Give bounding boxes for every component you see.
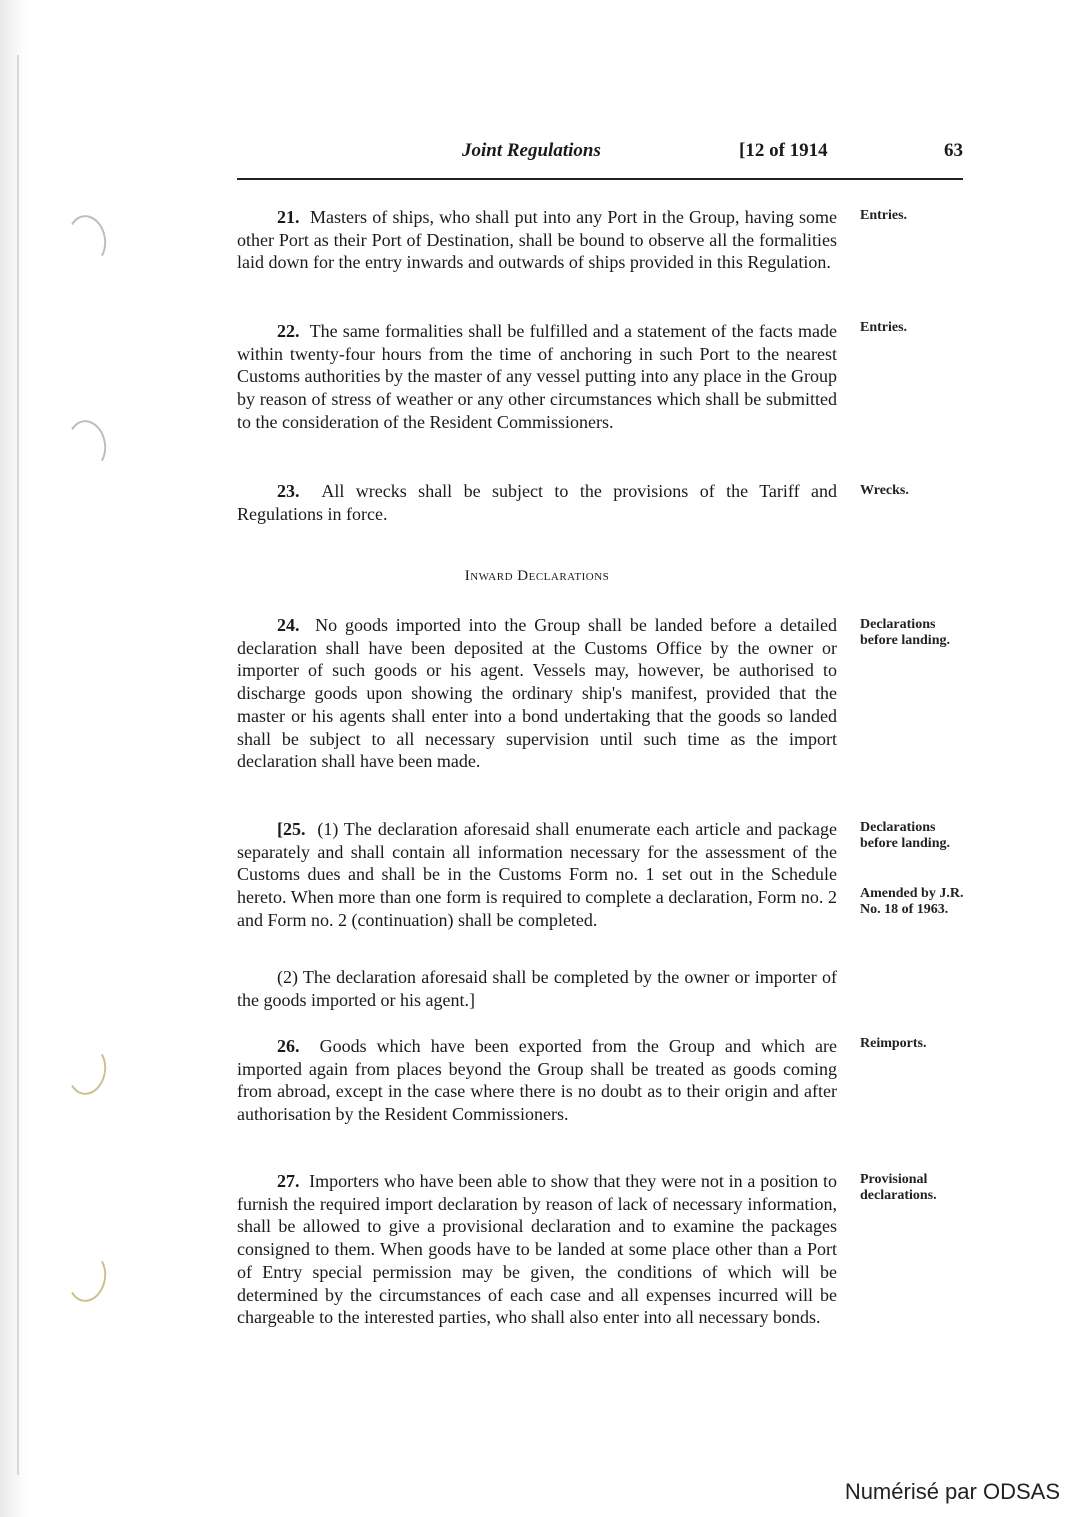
page-edge bbox=[0, 0, 28, 1517]
header-title: Joint Regulations bbox=[462, 140, 601, 161]
paragraph-text: (1) The declaration aforesaid shall enumerate each article and package separately and shall contain all information necessary for the assessment of the Customs dues and shall be in the Customs Form no. 1 set out in the Schedule hereto. When more than one form is required to complete a declaration, Form no. 2 and Form no. 2 (continuation) shall be completed. bbox=[237, 819, 837, 930]
margin-note: Declarations before landing. bbox=[860, 820, 950, 851]
margin-note: Entries. bbox=[860, 320, 908, 335]
paragraph-text: Importers who have been able to show that they were not in a position to furnish the required import declaration by reason of lack of necessary information, shall be allowed to give a provisional declaration and to examine the packages consigned to them. When goods have to be landed at some place other than a Port of Entry special permission may be given, the conditions of which will be determined by the circumstances of each case and all expenses incurred will be chargeable to the interested parties, who shall also enter into all necessary bonds. bbox=[237, 1171, 837, 1328]
paragraph-number: 22. bbox=[277, 321, 300, 341]
paragraph-text: No goods imported into the Group shall be landed before a detailed declaration shall have been deposited at the Customs Office by the owner or importer of such goods or his agent. Vessels may, however, be authorised to discharge goods upon showing the ordinary ship's manifest, provided that the master or his agents shall enter into a bond undertaking that the goods so landed shall be subject to all necessary supervision until such time as the import declaration shall have been made. bbox=[237, 615, 837, 772]
header-rule bbox=[237, 178, 963, 180]
paragraph-text: All wrecks shall be subject to the provisions of the Tariff and Regulations in force. bbox=[237, 481, 837, 524]
paragraph-text: Masters of ships, who shall put into any Port in the Group, having some other Port as their Port of Destination, shall be bound to observe all the formalities laid down for the entry inwards and outwards of ships provided in this Regulation. bbox=[237, 207, 838, 273]
paragraph-number: 27. bbox=[277, 1171, 300, 1191]
paragraph-text: (2) The declaration aforesaid shall be completed by the owner or importer of the goods imported or his agent.] bbox=[237, 967, 837, 1010]
margin-note: Provisional declarations. bbox=[860, 1172, 937, 1203]
margin-note: Wrecks. bbox=[860, 483, 909, 498]
margin-note: Entries. bbox=[860, 208, 908, 223]
margin-note: Declarations before landing. bbox=[860, 617, 950, 648]
paragraph-26 bbox=[237, 1035, 837, 1126]
paragraph-25-2 bbox=[237, 966, 837, 1011]
paragraph-number: 21. bbox=[277, 207, 300, 227]
punch-hole bbox=[64, 212, 110, 268]
punch-hole bbox=[64, 1249, 110, 1305]
margin-note: Reimports. bbox=[860, 1036, 927, 1051]
page-edge-line bbox=[17, 55, 19, 1475]
digitization-watermark: Numérisé par ODSAS bbox=[844, 1479, 1060, 1504]
paragraph-24 bbox=[237, 614, 837, 773]
section-heading: Inward Declarations bbox=[464, 568, 610, 584]
paragraph-number: [25. bbox=[277, 819, 306, 839]
punch-hole bbox=[64, 1042, 110, 1098]
punch-hole bbox=[64, 417, 110, 473]
paragraph-27 bbox=[237, 1170, 837, 1329]
paragraph-22 bbox=[237, 320, 837, 434]
page-number: 63 bbox=[944, 140, 963, 161]
header-reference: [12 of 1914 bbox=[739, 140, 828, 161]
paragraph-23 bbox=[237, 480, 837, 525]
paragraph-text: Goods which have been exported from the Group and which are imported again from places beyond the Group shall be treated as goods coming from abroad, except in the case where there is no doubt as to their origin and after authorisation by the Resident Commissioners. bbox=[237, 1036, 837, 1125]
paragraph-21 bbox=[237, 206, 837, 274]
running-header bbox=[237, 140, 963, 166]
amendment-note: Amended by J.R. No. 18 of 1963. bbox=[860, 886, 964, 917]
paragraph-text: The same formalities shall be fulfilled and a statement of the facts made within twenty-four hours from the time of anchoring in such Port to the nearest Customs authorities by the master of any vessel putting into any place in the Group by reason of stress of weather or any other circumstances which shall be submitted to the consideration of the Resident Commissioners. bbox=[237, 321, 837, 432]
paragraph-number: 23. bbox=[277, 481, 300, 501]
paragraph-25 bbox=[237, 818, 837, 932]
paragraph-number: 26. bbox=[277, 1036, 300, 1056]
paragraph-number: 24. bbox=[277, 615, 300, 635]
